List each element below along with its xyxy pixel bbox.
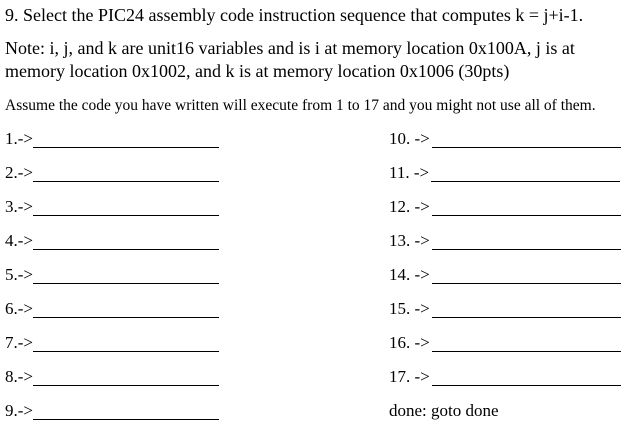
step-row <box>389 128 625 162</box>
step-row <box>5 298 230 332</box>
step-row <box>389 264 625 298</box>
step-label: 12. -> <box>389 197 430 216</box>
step-row <box>389 298 625 332</box>
answer-blank[interactable] <box>33 298 219 318</box>
steps-right-column <box>389 128 625 434</box>
step-row <box>389 332 625 366</box>
answer-blank[interactable] <box>432 332 621 352</box>
answer-blank[interactable] <box>432 196 621 216</box>
step-label: 9.-> <box>5 401 33 420</box>
answer-blank[interactable] <box>432 366 621 386</box>
step-row <box>389 196 625 230</box>
step-row <box>5 230 230 264</box>
step-label: 6.-> <box>5 299 33 318</box>
answer-blank[interactable] <box>33 366 219 386</box>
answer-blank[interactable] <box>432 230 621 250</box>
answer-blank[interactable] <box>33 162 219 182</box>
question-instructions: Assume the code you have written will execute from 1 to 17 and you might not use all of them. <box>5 97 596 114</box>
answer-blank[interactable] <box>431 162 620 182</box>
steps-left-column <box>5 128 230 434</box>
answer-blank[interactable] <box>33 230 219 250</box>
step-label: 8.-> <box>5 367 33 386</box>
answer-blank[interactable] <box>33 264 219 284</box>
step-label: 4.-> <box>5 231 33 250</box>
step-label: 7.-> <box>5 333 33 352</box>
step-row <box>5 332 230 366</box>
step-label: 10. -> <box>389 129 430 148</box>
answer-blank[interactable] <box>33 332 219 352</box>
answer-blank[interactable] <box>33 400 219 420</box>
step-label: 15. -> <box>389 299 430 318</box>
step-label: 16. -> <box>389 333 430 352</box>
step-label: 2.-> <box>5 163 33 182</box>
done-line: done: goto done <box>389 401 499 420</box>
answer-blank[interactable] <box>432 298 621 318</box>
step-label: 13. -> <box>389 231 430 250</box>
step-row <box>5 366 230 400</box>
question-title: 9. Select the PIC24 assembly code instruction sequence that computes k = j+i-1. <box>5 5 584 25</box>
step-row <box>389 162 625 196</box>
step-label: 17. -> <box>389 367 430 386</box>
answer-blank[interactable] <box>33 196 219 216</box>
question-note: Note: i, j, and k are unit16 variables and is i at memory location 0x100A, j is at memory location 0x1002, and k is at memory location 0x1006 (30pts) <box>5 38 575 81</box>
done-row <box>389 400 625 434</box>
step-row <box>5 196 230 230</box>
step-row <box>5 400 230 434</box>
answer-blank[interactable] <box>33 128 219 148</box>
step-label: 3.-> <box>5 197 33 216</box>
step-row <box>5 264 230 298</box>
step-label: 11. -> <box>389 163 430 182</box>
step-row <box>5 128 230 162</box>
step-row <box>5 162 230 196</box>
step-row <box>389 366 625 400</box>
step-row <box>389 230 625 264</box>
answer-blank[interactable] <box>432 128 621 148</box>
step-label: 5.-> <box>5 265 33 284</box>
answer-blank[interactable] <box>432 264 621 284</box>
step-label: 14. -> <box>389 265 430 284</box>
step-label: 1.-> <box>5 129 33 148</box>
